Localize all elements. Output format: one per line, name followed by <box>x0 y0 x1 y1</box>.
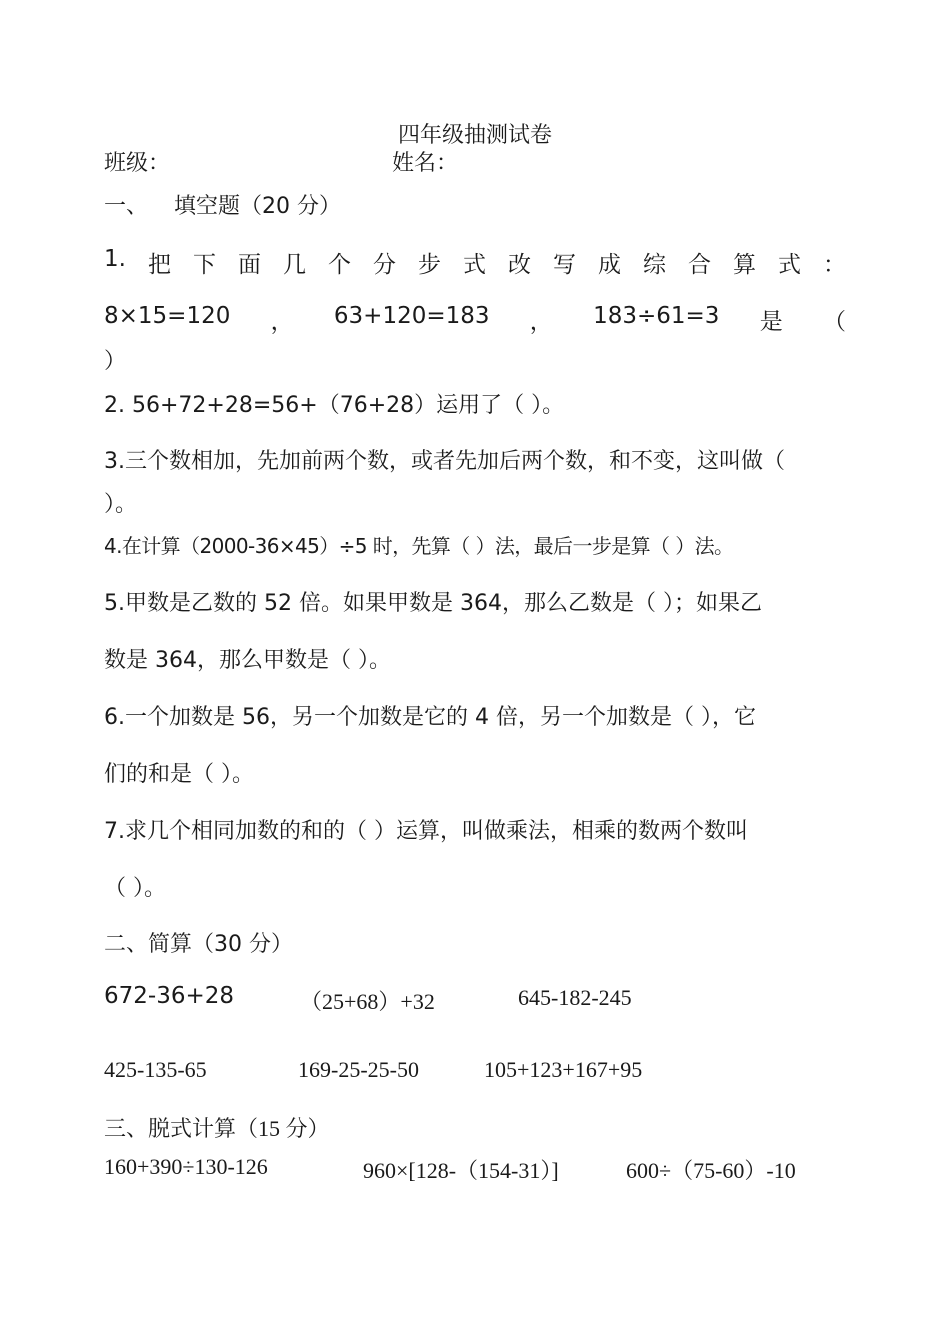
q1-char: 综 <box>642 252 666 278</box>
page-title: 四年级抽测试卷 <box>397 122 552 147</box>
simplify-item: 645-182-245 <box>518 985 632 1010</box>
question-1-line-1 <box>104 246 846 279</box>
class-label: 班级： <box>104 150 171 175</box>
q1-comma: ， <box>529 309 553 335</box>
q1-char: 算 <box>732 252 756 278</box>
q1-word: 是 <box>759 309 783 335</box>
q1-comma: ， <box>270 309 294 335</box>
q1-char: 合 <box>687 252 711 278</box>
question-3-line-1: 3.三个数相加，先加前两个数，或者先加后两个数，和不变，这叫做（ <box>104 449 785 474</box>
question-1-line-2 <box>104 303 846 336</box>
step-calc-item: 160+390÷130-126 <box>104 1154 268 1179</box>
question-5-line-1: 5.甲数是乙数的 52 倍。如果甲数是 364，那么乙数是（ ）；如果乙 <box>104 591 762 616</box>
question-5-line-2: 数是 364，那么甲数是（ ）。 <box>104 648 391 673</box>
q1-char: 几 <box>282 252 306 278</box>
question-7-line-1: 7.求几个相同加数的和的（ ）运算，叫做乘法，相乘的数两个数叫 <box>104 819 748 844</box>
section1-title: 填空题（20 分） <box>174 194 342 219</box>
simplify-item: 425-135-65 <box>104 1057 207 1082</box>
q1-char: 步 <box>417 252 441 278</box>
simplify-item: 105+123+167+95 <box>484 1057 643 1082</box>
question-4: 4.在计算（2000-36×45）÷5 时，先算（ ）法，最后一步是算（ ）法。 <box>104 534 734 558</box>
q1-open-paren: （ <box>822 309 846 335</box>
q1-char: ： <box>822 252 846 278</box>
q1-char: 式 <box>777 252 801 278</box>
q1-char: 面 <box>237 252 261 278</box>
q1-char: 个 <box>327 252 351 278</box>
q1-char: 1. <box>104 246 126 272</box>
question-6-line-2: 们的和是（ ）。 <box>104 762 254 787</box>
q1-expression: 183÷61=3 <box>593 303 720 329</box>
step-calc-item: 960×[128-（154-31）] <box>363 1158 559 1183</box>
section1-number: 一、 <box>104 194 149 219</box>
q1-char: 式 <box>462 252 486 278</box>
q1-char: 写 <box>552 252 576 278</box>
question-7-line-2: （ ）。 <box>104 876 166 901</box>
q1-char: 改 <box>507 252 531 278</box>
simplify-item: 169-25-25-50 <box>298 1057 419 1082</box>
q1-char: 下 <box>192 252 216 278</box>
question-2: 2. 56+72+28=56+（76+28）运用了（ ）。 <box>104 393 565 418</box>
section2-heading: 二、简算（30 分） <box>104 932 293 957</box>
q1-expression: 8×15=120 <box>104 303 231 329</box>
q1-expression: 63+120=183 <box>333 303 490 329</box>
q1-char: 分 <box>372 252 396 278</box>
section1-heading <box>104 189 341 220</box>
question-3-line-2: ）。 <box>104 492 138 517</box>
simplify-item: 672-36+28 <box>104 983 235 1009</box>
name-label: 姓名： <box>392 150 459 175</box>
simplify-item: （25+68）+32 <box>300 989 435 1014</box>
question-1-line-3: ） <box>104 349 127 374</box>
step-calc-item: 600÷（75-60）-10 <box>626 1158 796 1183</box>
q1-char: 成 <box>597 252 621 278</box>
question-6-line-1: 6.一个加数是 56，另一个加数是它的 4 倍，另一个加数是（ ），它 <box>104 705 756 730</box>
section3-heading: 三、脱式计算（15 分） <box>104 1116 330 1141</box>
q1-char: 把 <box>147 252 171 278</box>
